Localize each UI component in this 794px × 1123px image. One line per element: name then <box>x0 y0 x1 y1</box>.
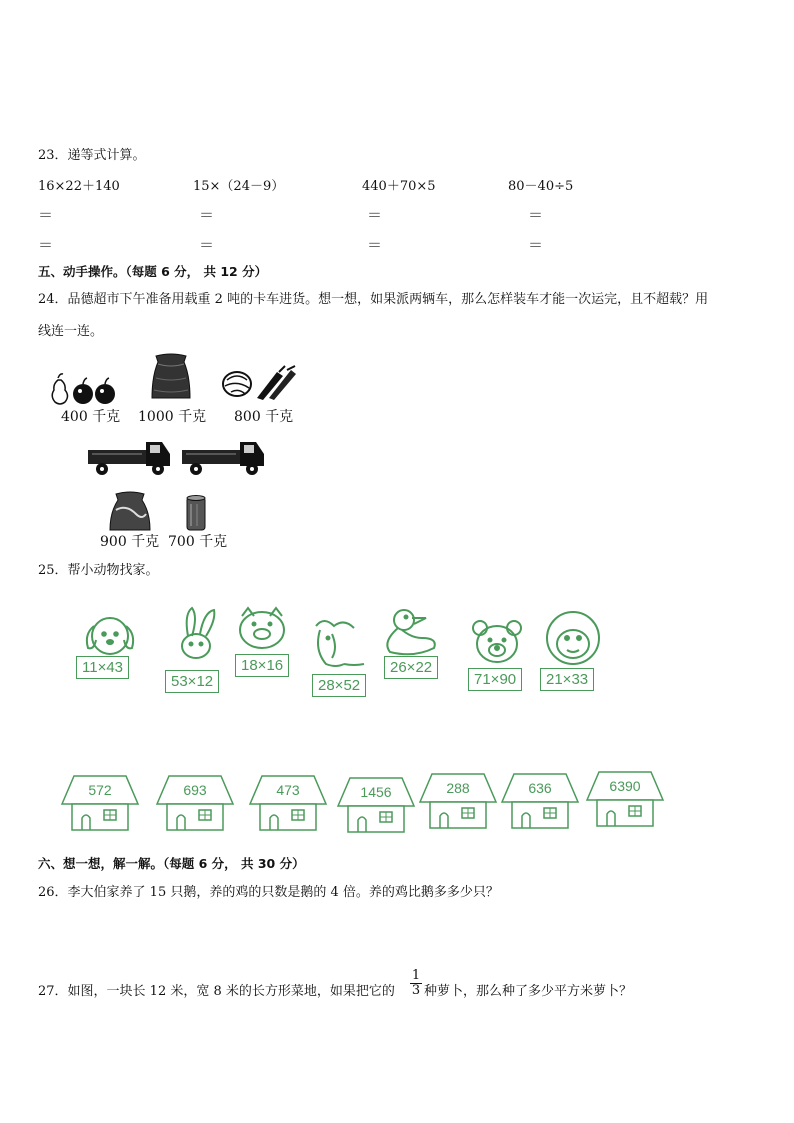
rabbit-icon <box>170 606 230 668</box>
drink-can-illustration <box>185 494 207 532</box>
fraction-denominator: 3 <box>411 983 421 998</box>
goods-weight-label: 400 千克 <box>61 409 121 425</box>
house-number: 636 <box>528 780 552 796</box>
goat-icon <box>306 616 368 672</box>
question-27-text-after: 种萝卜，那么种了多少平方米萝卜？ <box>424 984 633 999</box>
goods-weight-label: 900 千克 <box>100 534 160 550</box>
animal-sign: 21×33 <box>540 668 594 691</box>
house <box>336 776 416 834</box>
equals-sign: ＝ <box>38 236 54 254</box>
house <box>500 772 580 830</box>
animal-sign: 53×12 <box>165 670 219 693</box>
section-6-title: 六、想一想，解一解。（每题 6 分， 共 30 分） <box>38 856 305 871</box>
house <box>585 770 665 828</box>
animal-sign: 26×22 <box>384 656 438 679</box>
expression-3: 440＋70×5 <box>362 179 436 194</box>
fraction-one-third <box>410 969 422 998</box>
equals-sign: ＝ <box>38 206 54 224</box>
question-24-line1: 24．品德超市下午准备用载重 2 吨的卡车进货。想一想，如果派两辆车，那么怎样装车才能一次运完，且不超载？用 <box>38 292 709 307</box>
equals-sign: ＝ <box>528 206 544 224</box>
question-27-text-before: 27．如图，一块长 12 米，宽 8 米的长方形菜地，如果把它的 <box>38 984 395 999</box>
house-number: 6390 <box>609 778 641 794</box>
house-number: 288 <box>446 780 470 796</box>
duck-icon <box>380 606 446 656</box>
truck-icon <box>180 436 268 478</box>
flour-sack-illustration <box>108 490 152 532</box>
question-23-title: 23．递等式计算。 <box>38 148 146 163</box>
question-24-line2: 线连一连。 <box>38 324 104 339</box>
house-number: 572 <box>88 782 112 798</box>
expression-2: 15×（24－9） <box>193 179 285 194</box>
bear-icon <box>470 618 524 668</box>
truck-icon <box>86 436 174 478</box>
monkey-icon <box>540 610 606 668</box>
goods-weight-label: 1000 千克 <box>138 409 207 425</box>
equals-sign: ＝ <box>199 206 215 224</box>
house <box>155 774 235 832</box>
question-26-text: 26．李大伯家养了 15 只鹅，养的鸡的只数是鹅的 4 倍。养的鸡比鹅多多少只？ <box>38 885 499 900</box>
equals-sign: ＝ <box>199 236 215 254</box>
goods-weight-label: 700 千克 <box>168 534 228 550</box>
equals-sign: ＝ <box>528 236 544 254</box>
vegetables-illustration <box>221 364 301 400</box>
section-5-title: 五、动手操作。（每题 6 分， 共 12 分） <box>38 264 268 279</box>
animal-sign: 28×52 <box>312 674 366 697</box>
house-number: 1456 <box>360 784 392 800</box>
equals-sign: ＝ <box>367 236 383 254</box>
house-number: 473 <box>276 782 300 798</box>
pig-icon <box>234 606 294 652</box>
animal-sign: 18×16 <box>235 654 289 677</box>
house-number: 693 <box>183 782 207 798</box>
fruit-illustration <box>48 372 118 406</box>
rice-sack-illustration <box>148 352 194 402</box>
animal-sign: 11×43 <box>76 656 129 679</box>
dog-icon <box>80 610 144 658</box>
animal-sign: 71×90 <box>468 668 522 691</box>
house <box>60 774 140 832</box>
equals-sign: ＝ <box>367 206 383 224</box>
fraction-numerator: 1 <box>411 968 421 983</box>
question-25-title: 25．帮小动物找家。 <box>38 563 159 578</box>
expression-1: 16×22＋140 <box>38 179 120 194</box>
house <box>248 774 328 832</box>
expression-4: 80－40÷5 <box>508 179 574 194</box>
goods-weight-label: 800 千克 <box>234 409 294 425</box>
house <box>418 772 498 830</box>
